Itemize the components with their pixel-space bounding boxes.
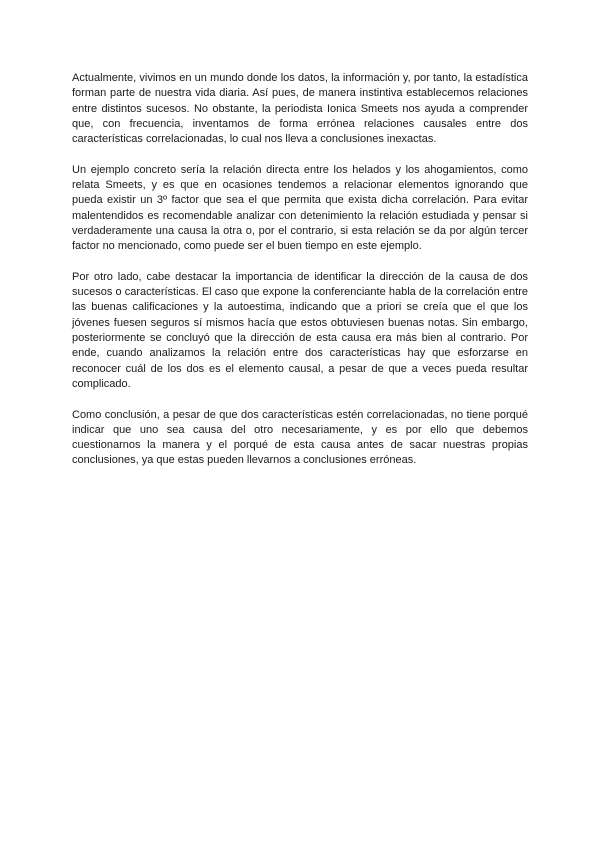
- paragraph-causal-direction: Por otro lado, cabe destacar la importancia de identificar la dirección de la causa de dos sucesos o características. El caso que expone la conferenciante habla de la correlación entre las buenas calificaciones y la autoestima, indicando que a priori se creía que el que los jóvenes fuesen seguros sí mismos hacía que estos obtuviesen buenas notas. Sin embargo, posteriormente se concluyó que la dirección de esta causa era más bien al contrario. Por ende, cuando analizamos la relación entre dos características hay que esforzarse en reconocer cuál de los dos es el elemento causal, a pesar de que a veces pueda resultar complicado.: [72, 270, 528, 390]
- paragraph-introduction: Actualmente, vivimos en un mundo donde los datos, la información y, por tanto, la estadística forman parte de nuestra vida diaria. Así pues, de manera instintiva establecemos relaciones entre distintos sucesos. No obstante, la periodista Ionica Smeets nos ayuda a comprender que, con frecuencia, inventamos de forma errónea relaciones causales entre dos características correlacionadas, lo cual nos lleva a conclusiones inexactas.: [72, 72, 528, 146]
- paragraph-conclusion: Como conclusión, a pesar de que dos características estén correlacionadas, no tiene porqué indicar que uno sea causa del otro necesariamente, y es por ello que debemos cuestionarnos la manera y el porqué de esta causa antes de sacar nuestras propias conclusiones, ya que estas pueden llevarnos a conclusiones erróneas.: [72, 408, 528, 467]
- document-body: [72, 71, 528, 484]
- paragraph-example: Un ejemplo concreto sería la relación directa entre los helados y los ahogamientos, como relata Smeets, y es que en ocasiones tendemos a relacionar elementos ignorando que pueda existir un 3º factor que sea el que permita que exista dicha correlación. Para evitar malentendidos es recomendable analizar con detenimiento la relación estudiada y pensar si verdaderamente una causa la otra o, por el contrario, si esta relación se da por algún tercer factor no mencionado, como puede ser el buen tiempo en este ejemplo.: [72, 163, 528, 253]
